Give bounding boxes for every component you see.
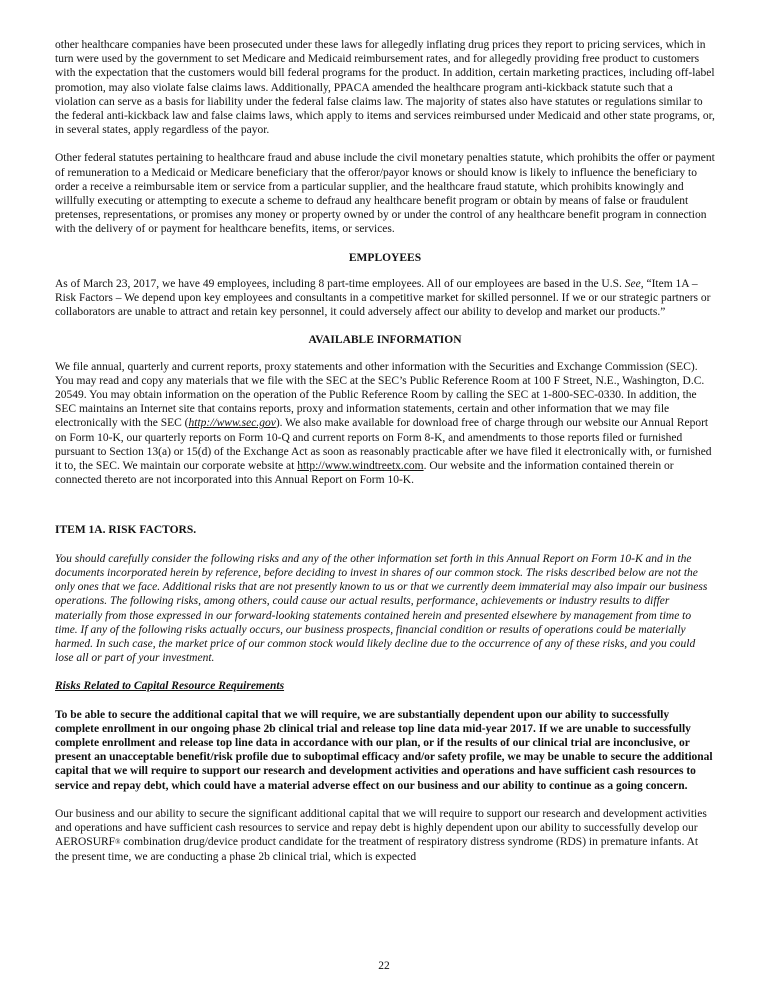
registered-mark: ® (115, 838, 121, 847)
aerosurf-text-2: combination drug/device product candidate for the treatment of respiratory distress syndrome (RDS) in premature infants. At the present time, we are conducting a phase 2b clinical trial, which is expected (55, 836, 699, 864)
available-information-text-1: We file annual, quarterly and current reports, proxy statements and other information with the Securities and Exchange Commission (SEC). You may read and copy any materials that we file with the SEC at the SEC’s Public Reference Room at 100 F Street, N.E., Washington, D.C. 20549. You may obtain information on the operation of the Public Reference Room by calling the SEC at 1-800-SEC-0330. In addition, the SEC maintains an Internet site that contains reports, proxy and information statements, certain and other information that we may file electronically with the SEC ( (55, 360, 705, 430)
paragraph-federal-statutes: Other federal statutes pertaining to healthcare fraud and abuse include the civil monetary penalties statute, which prohibits the offer or payment of remuneration to a Medicaid or Medicare beneficiary that the offeror/payor knows or should know is likely to influence the beneficiary to order a receive a reimbursable item or service from a particular supplier, and the healthcare fraud statute, which prohibits knowingly and willfully executing or attempting to execute a scheme to defraud any healthcare benefit program or obtain by means of false or fraudulent pretenses, representations, or promises any money or property owned by or under the control of any healthcare benefit program in connection with the delivery of or payment for healthcare benefits, items, or services. (55, 152, 715, 236)
employees-text: As of March 23, 2017, we have 49 employees, including 8 part-time employees. All of our employees are based in the U.S. (55, 277, 625, 290)
page-number: 22 (378, 960, 390, 972)
employees-see: See, (624, 277, 644, 290)
capital-risk-statement: To be able to secure the additional capital that we will require, we are substantially dependent upon our ability to successfully complete enrollment in our ongoing phase 2b clinical trial and release top line data mid-year 2017. If we are unable to successfully complete enrollment and release top line data in accordance with our plan, or if the results of our clinical trial are inconclusive, or present an unacceptable benefit/risk profile due to suboptimal efficacy and/or safety profile, we may be unable to secure the additional capital that we will require to support our research and development activities and operations and have sufficient cash resources to service and repay debt, which could have a material adverse effect on our business and our ability to continue as a going concern. (55, 708, 713, 792)
available-information-paragraph (55, 360, 715, 488)
employees-text-quote: “Item 1A – Risk Factors – We depend upon key employees and consultants in a competitive market for skilled personnel. If we or our strategic partners or collaborators are unable to attract and retain key personnel, it could adversely affect our ability to develop and market our products.” (55, 277, 711, 319)
available-information-text-2: ). We also make available for download free of charge through our website our Annual Report on Form 10-K, our quarterly reports on Form 10-Q and current reports on Form 8-K, and amendments to those reports filed or furnished pursuant to Section 13(a) or 15(d) of the Exchange Act as soon as reasonably practicable after we have filed it electronically with, or furnished it to, the SEC. We maintain our corporate website at (55, 417, 712, 473)
available-information-heading: AVAILABLE INFORMATION (308, 334, 462, 347)
risk-factors-heading: ITEM 1A. RISK FACTORS. (55, 524, 197, 537)
capital-risks-subheading: Risks Related to Capital Resource Requirements (55, 680, 285, 693)
aerosurf-text-1: Our business and our ability to secure the significant additional capital that we will require to support our research and development activities and operations and have sufficient cash resources to service and repay debt is highly dependent upon our ability to successfully develop our AEROSURF (55, 807, 707, 849)
available-information-text-3: . Our website and the information contained therein or connected thereto are not incorporated into this Annual Report on Form 10-K. (55, 460, 674, 487)
risk-factors-intro: You should carefully consider the following risks and any of the other information set forth in this Annual Report on Form 10-K and in the documents incorporated herein by reference, before deciding to invest in shares of our common stock. The risks described below are not the only ones that we face. Additional risks that are not presently known to us or that we currently deem immaterial may also impair our business operations. The following risks, among others, could cause our actual results, performance, achievements or industry results to differ materially from those expressed in our forward-looking statements contained herein and presented elsewhere by management from time to time. If any of the following risks actually occurs, our business prospects, financial condition or results of operations could be materially harmed. In such case, the market price of our common stock would likely decline due to the occurrence of any of these risks, and you could lose all or part of your investment. (55, 552, 708, 665)
paragraph-false-claims: other healthcare companies have been prosecuted under these laws for allegedly inflating drug prices they report to pricing services, which in turn were used by the government to set Medicare and Medicaid reimbursement rates, and for allegedly providing free product to customers with the expectation that the customers would bill federal programs for the product. In addition, certain marketing practices, including off-label promotion, may also violate false claims laws. Additionally, PPACA amended the healthcare program anti-kickback statute such that a violation can serve as a basis for liability under the federal false claims law. The majority of states also have statutes or regulations similar to the federal anti-kickback law and false claims laws, which apply to items and services reimbursed under Medicaid and other state programs, or, in several states, apply regardless of the payor. (55, 39, 715, 137)
company-website-link[interactable]: http://www.windtreetx.com (297, 460, 424, 473)
sec-website-link[interactable]: http://www.sec.gov (188, 417, 276, 430)
employees-paragraph (55, 277, 715, 320)
aerosurf-paragraph (55, 807, 715, 865)
document-page (55, 38, 715, 865)
employees-heading: EMPLOYEES (348, 251, 422, 264)
